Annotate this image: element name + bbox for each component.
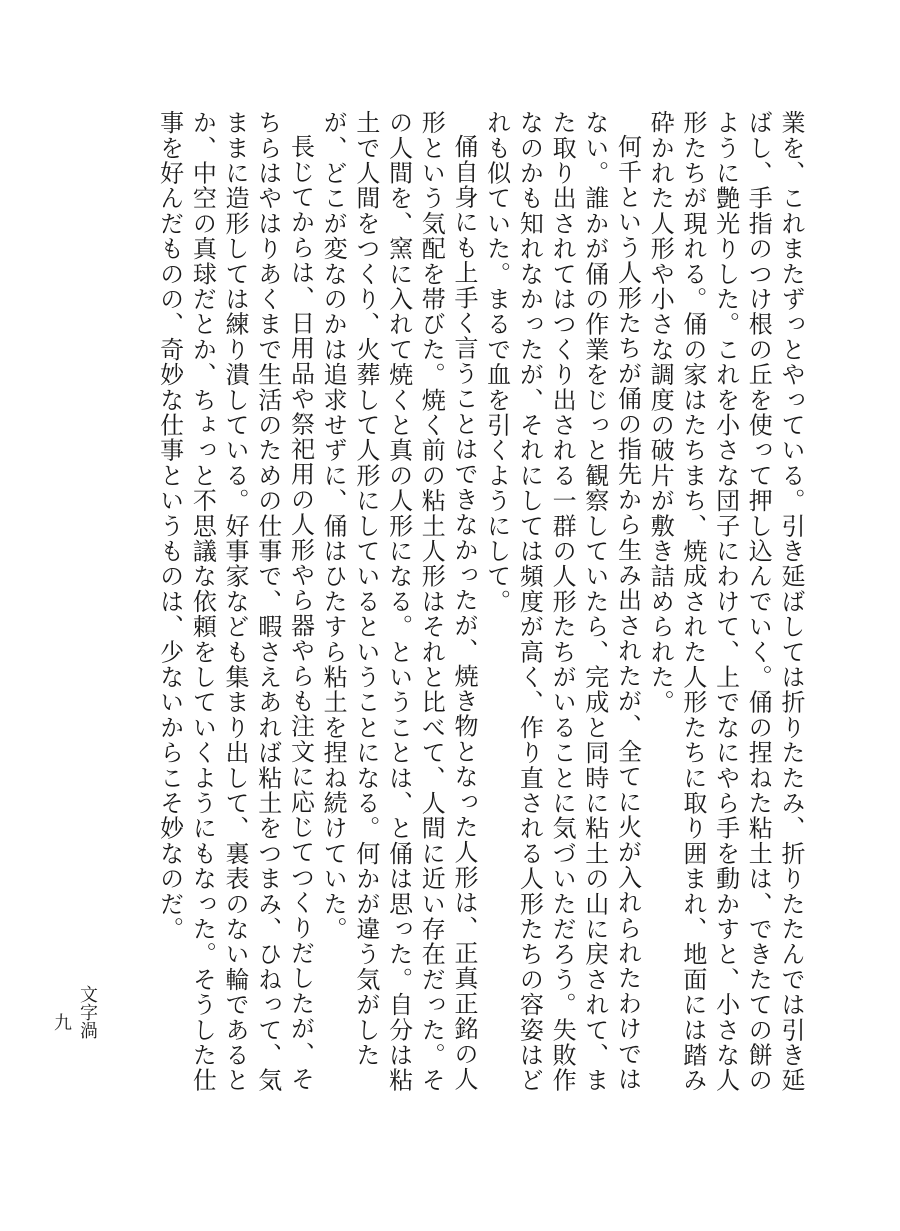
running-title: 文字渦 (77, 985, 98, 1039)
paragraph-2: 何千という人形たちが俑の指先から生み出されたが、全てに火が入れられたわけではない。誰かが俑の作業をじっと観察していたら、完成と同時に粘土の山に戻されて、また取り出されてはつくり出される一群の人形たちがいることに気づいただろう。失敗作なのかも知れなかったが、それにしては頻度が高く、作り直される人形たちの容姿はどれも似ていた。まるで血を引くようにして。 (482, 110, 642, 1093)
paragraph-3: 俑自身にも上手く言うことはできなかったが、焼き物となった人形は、正真正銘の人形という気配を帯びた。焼く前の粘土人形はそれと比べて、人間に近い存在だった。その人間を、窯に入れて焼くと真の人形になる。ということは、と俑は思った。自分は粘土で人間をつくり、火葬して人形にしているということになる。何かが違う気がしたが、どこが変なのかは追求せずに、俑はひたすら粘土を捏ね続けていた。 (319, 110, 478, 1093)
paragraph-4: 長じてからは、日用品や祭祀用の人形やら器やらも注文に応じてつくりだしたが、そちらはやはりあくまで生活のための仕事で、暇さえあれば粘土をつまみ、ひねって、気ままに造形しては練り潰している。好事家なども集まり出して、裏表のない輪であるとか、中空の真球だとか、ちょっと不思議な依頼をしていくようにもなった。そうした仕事を好んだものの、奇妙な仕事というものは、少ないからこそ妙なのだ。 (155, 110, 315, 1093)
body-text (95, 110, 807, 1095)
page-footer (40, 985, 100, 1135)
page-number: 九 (51, 1013, 72, 1031)
paragraph-1: 業を、これまたずっとやっている。引き延ばしては折りたたみ、折りたたんでは引き延ばし、手指のつけ根の丘を使って押し込んでいく。俑の捏ねた粘土は、できたての餅のように艶光りした。これを小さな団子にわけて、上でなにやら手を動かすと、小さな人形たちが現れる。俑の家はたちまち、焼成された人形たちに取り囲まれ、地面には踏み砕かれた人形や小さな調度の破片が敷き詰められた。 (646, 110, 805, 1093)
